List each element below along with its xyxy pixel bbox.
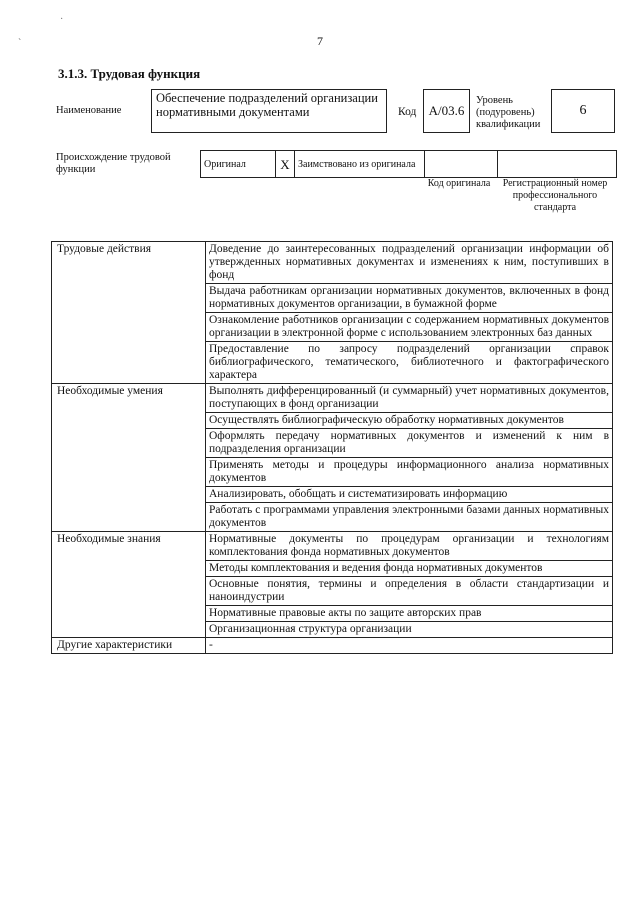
level-value: 6	[551, 89, 615, 133]
action-item: Доведение до заинтересованных подразделений организации информации об утвержденных нормативных документах и изменениях к ним, поступивших в фонд	[206, 242, 613, 284]
code-label: Код	[398, 106, 417, 118]
origin-reg-cell	[498, 151, 617, 178]
other-header: Другие характеристики	[52, 638, 206, 654]
function-table	[51, 241, 613, 654]
origin-label: Происхождение трудовой функции	[56, 152, 171, 175]
table-row	[52, 242, 613, 284]
knowledge-item: Нормативные правовые акты по защите авторских прав	[206, 606, 613, 622]
page-number: 7	[317, 34, 323, 48]
code-original-label: Код оригинала	[427, 178, 491, 189]
skills-header: Необходимые умения	[52, 384, 206, 532]
reg-number-label: Регистрационный номер профессионального стандарта	[502, 178, 608, 213]
other-value: -	[206, 638, 613, 654]
origin-original: Оригинал	[201, 151, 276, 178]
skill-item: Работать с программами управления электронными базами данных нормативных документов	[206, 503, 613, 532]
skill-item: Анализировать, обобщать и систематизировать информацию	[206, 487, 613, 503]
origin-table	[200, 150, 617, 178]
code-value: A/03.6	[423, 89, 470, 133]
section-title: 3.1.3. Трудовая функция	[58, 66, 201, 81]
skill-item: Осуществлять библиографическую обработку нормативных документов	[206, 413, 613, 429]
actions-header: Трудовые действия	[52, 242, 206, 384]
knowledge-item: Основные понятия, термины и определения в области стандартизации и наноиндустрии	[206, 577, 613, 606]
name-value: Обеспечение подразделений организации нормативными документами	[151, 89, 387, 133]
table-row	[52, 384, 613, 413]
origin-borrowed: Заимствовано из оригинала	[295, 151, 425, 178]
table-row	[52, 532, 613, 561]
action-item: Выдача работникам организации нормативных документов, включенных в фонд нормативных документов организации, в бумажной форме	[206, 284, 613, 313]
origin-code-cell	[425, 151, 498, 178]
knowledge-item: Методы комплектования и ведения фонда нормативных документов	[206, 561, 613, 577]
action-item: Ознакомление работников организации с содержанием нормативных документов организации в электронной форме с использованием электронных баз данных	[206, 313, 613, 342]
action-item: Предоставление по запросу подразделений организации справок библиографического, тематического, библиотечного и фактографического характера	[206, 342, 613, 384]
level-label: Уровень (подуровень) квалификации	[476, 95, 541, 130]
table-row	[52, 638, 613, 654]
knowledge-item: Организационная структура организации	[206, 622, 613, 638]
knowledge-header: Необходимые знания	[52, 532, 206, 638]
name-label: Наименование	[56, 105, 122, 116]
origin-mark: X	[276, 151, 295, 178]
scan-artifact: ·	[60, 14, 64, 25]
skill-item: Применять методы и процедуры информационного анализа нормативных документов	[206, 458, 613, 487]
skill-item: Оформлять передачу нормативных документов и изменений к ним в подразделения организации	[206, 429, 613, 458]
skill-item: Выполнять дифференцированный (и суммарный) учет нормативных документов, поступающих в фонд организации	[206, 384, 613, 413]
scan-artifact: `	[18, 38, 22, 49]
knowledge-item: Нормативные документы по процедурам организации и технологиям комплектования фонда нормативных документов	[206, 532, 613, 561]
